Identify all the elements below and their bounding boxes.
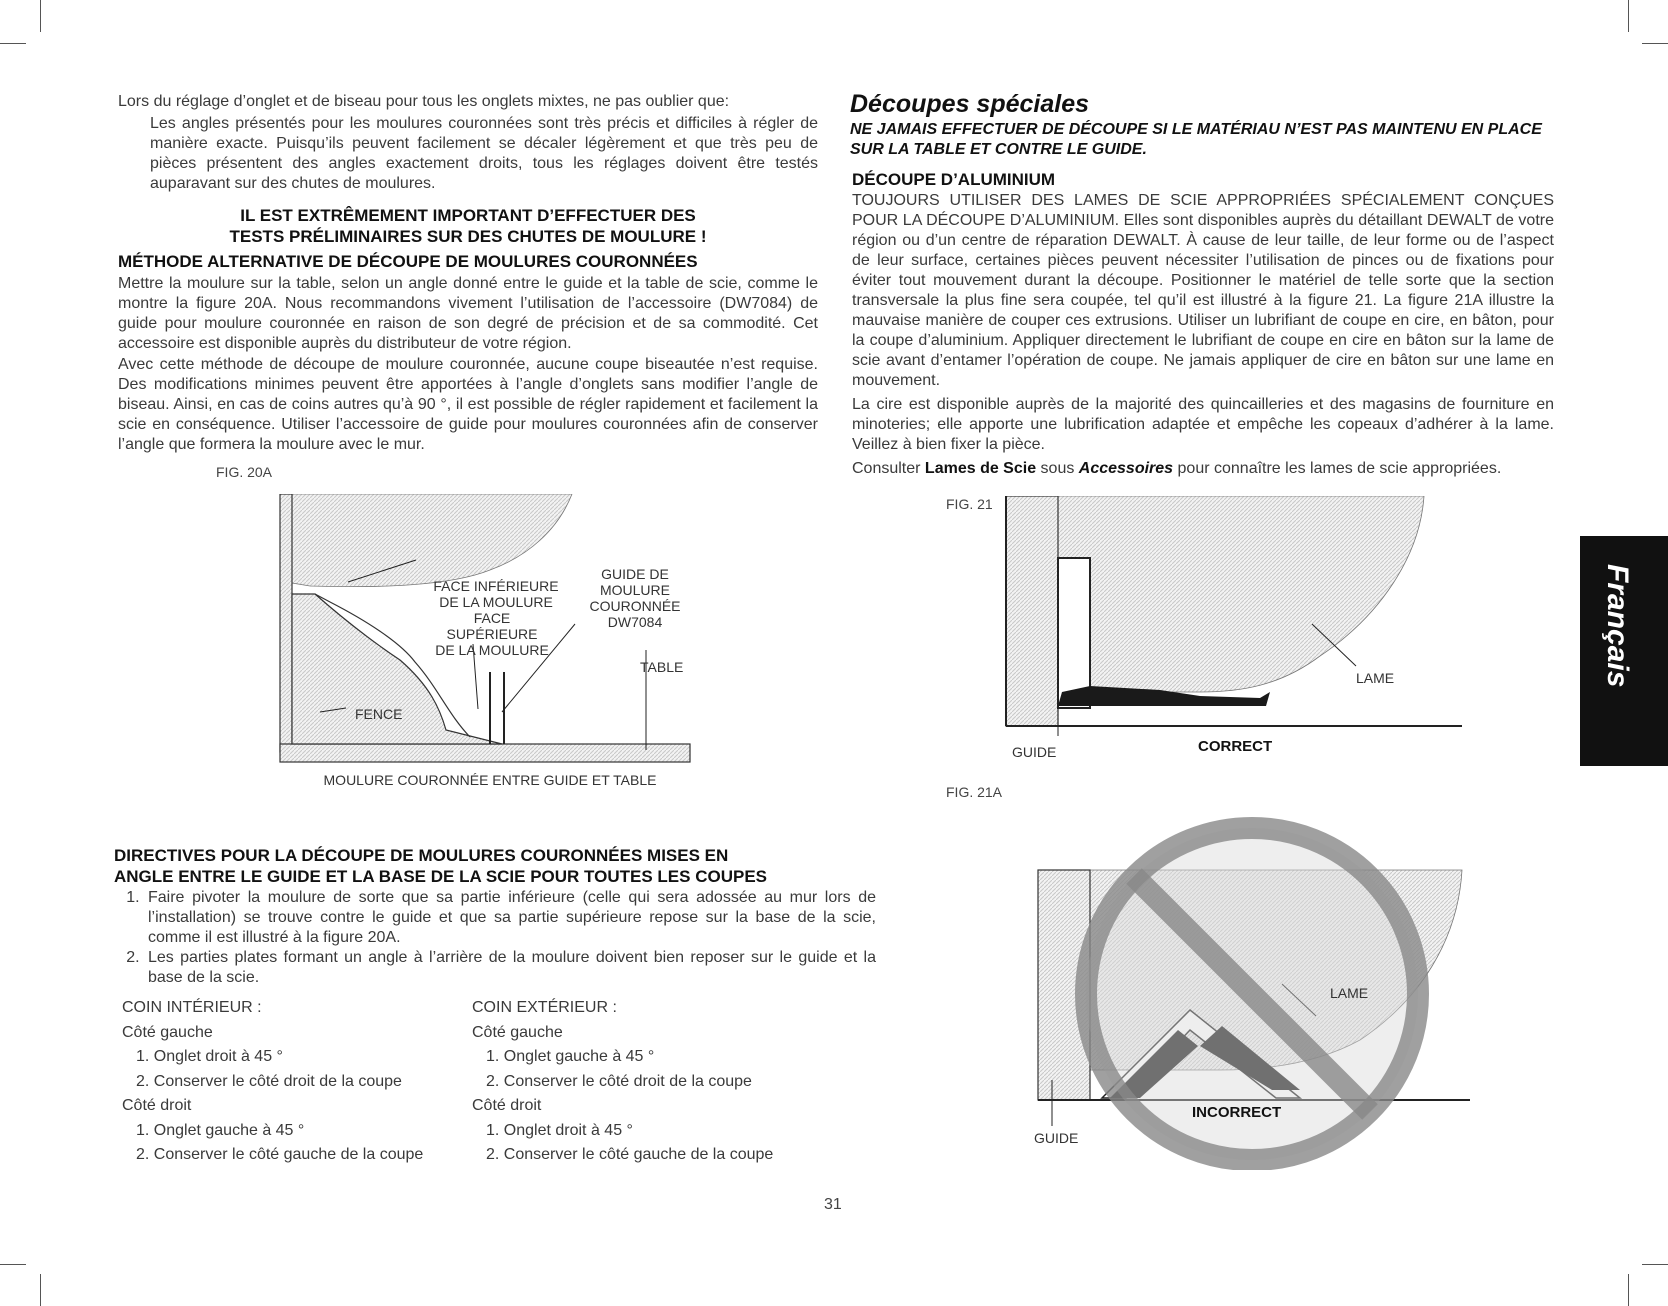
fig21a-blade-label: LAME [1330, 985, 1369, 1001]
list-item: 2. Les parties plates formant un angle à l’arrière de la moulure doivent bien reposer sur le guide et la base de la scie. [144, 948, 876, 988]
crop-mark [40, 1274, 41, 1306]
crop-mark [1642, 43, 1668, 44]
outer-corner-block: COIN EXTÉRIEUR : Côté gauche 1. Onglet gauche à 45 ° 2. Conserver le côté droit de la coupe Côté droit 1. Onglet droit à 45 ° 2. Conserver le côté gauche de la coupe [472, 999, 774, 1163]
fig20a-caption: MOULURE COURONNÉE ENTRE GUIDE ET TABLE [323, 772, 657, 788]
consult-line: Consulter Lames de Scie sous Accessoires pour connaître les lames de scie appropriées. [852, 460, 1502, 477]
page-number: 31 [824, 1196, 842, 1213]
fig21-label: FIG. 21 [946, 496, 993, 512]
crop-mark [1628, 0, 1629, 32]
crop-mark [1642, 1264, 1668, 1265]
fig20a-lower-face-label: FACE INFÉRIEURE DE LA MOULURE [433, 578, 559, 610]
fig21-status: CORRECT [1198, 738, 1273, 755]
intro-indented-text: Les angles présentés pour les moulures couronnées sont très précis et difficiles à régler de manière exacte. Puisqu’ils peuvent facilement se décaler légèrement et que très peu de pièces présentent des angles exactement droits, tous les réglages doivent être testés auparavant sur des chutes de moulures. [150, 115, 818, 192]
important-notice: IL EST EXTRÊMEMENT IMPORTANT D’EFFECTUER DES TESTS PRÉLIMINAIRES SUR DES CHUTES DE MOULURE ! [229, 206, 707, 246]
section-title: Découpes spéciales [850, 90, 1090, 118]
method-paragraph-2: Avec cette méthode de découpe de moulure couronnée, aucune coupe biseautée n’est requise. Des modifications minimes peuvent être apportées à l’angle d’onglets sans modifier l’angle de biseau. Ainsi, en cas de coins autres qu’à 90 °, il est possible de régler rapidement et facilement la scie en conséquence. Utiliser l’accessoire de guide pour moulures couronnées afin de conserver l’angle que formera la moulure avec le mur. [118, 356, 818, 453]
fig20a-guide-label: GUIDE DE MOULURE COURONNÉE DW7084 [589, 566, 681, 630]
fig20a-upper-face-label: FACE SUPÉRIEURE DE LA MOULURE [435, 610, 549, 658]
fig21-guide-label: GUIDE [1012, 744, 1057, 760]
crop-mark [0, 1264, 26, 1265]
fig21a-label: FIG. 21A [946, 784, 1003, 800]
fig20a-fence-label: FENCE [355, 706, 403, 722]
fig20a-table-label: TABLE [640, 659, 684, 675]
fig21-drawing [1000, 496, 1470, 736]
fig21a-guide-label: GUIDE [1034, 1130, 1079, 1146]
fig20a-label: FIG. 20A [216, 464, 273, 480]
language-tab: Français [1580, 536, 1668, 766]
warning-text: NE JAMAIS EFFECTUER DE DÉCOUPE SI LE MATÉRIAU N’EST PAS MAINTENU EN PLACE SUR LA TABLE ET CONTRE LE GUIDE. [850, 121, 1542, 158]
fig21-blade-label: LAME [1356, 670, 1395, 686]
crop-mark [0, 43, 26, 44]
inner-corner-block: COIN INTÉRIEUR : Côté gauche 1. Onglet droit à 45 ° 2. Conserver le côté droit de la coupe Côté droit 1. Onglet gauche à 45 ° 2. Conserver le côté gauche de la coupe [122, 999, 424, 1163]
list-item: 1. Faire pivoter la moulure de sorte que sa partie inférieure (celle qui sera adossée au mur lors de l’installation) se trouve contre le guide et que sa partie supérieure repose sur la base de la scie, comme il est illustré à la figure 20A. [144, 888, 876, 948]
aluminium-paragraph-1: TOUJOURS UTILISER DES LAMES DE SCIE APPROPRIÉES SPÉCIALEMENT CONÇUES POUR LA DÉCOUPE D’ALUMINIUM. Elles sont disponibles auprès du détaillant DEWALT de votre région ou d’un centre de réparation DEWALT. À cause de leur taille, de leur forme ou de l’aspect de leur surface, certaines pièces peuvent nécessiter l’utilisation de pinces ou de fixations pour éviter tout mouvement durant la découpe. Positionner le matériel de telle sorte que la section transversale la plus fine sera coupée, tel qu’il est illustré à la figure 21. La figure 21A illustre la mauvaise manière de couper ces extrusions. Utiliser un lubrifiant de coupe en cire, en bâton, pour la coupe d’aluminium. Appliquer directement le lubrifiant de coupe en cire en bâton sur la lame de scie avant d’entamer l’opération de coupe. Ne jamais appliquer de cire en bâton sur une lame en mouvement. [852, 192, 1554, 389]
directives-heading: DIRECTIVES POUR LA DÉCOUPE DE MOULURES COURONNÉES MISES EN ANGLE ENTRE LE GUIDE ET LA BASE DE LA SCIE POUR TOUTES LES COUPES [114, 846, 767, 886]
intro-text: Lors du réglage d’onglet et de biseau pour tous les onglets mixtes, ne pas oublier que: [118, 93, 730, 110]
crop-mark [40, 0, 41, 32]
method-heading: MÉTHODE ALTERNATIVE DE DÉCOUPE DE MOULURES COURONNÉES [118, 252, 698, 271]
aluminium-heading: DÉCOUPE D’ALUMINIUM [852, 170, 1056, 189]
fig21a-status: INCORRECT [1192, 1104, 1282, 1121]
aluminium-paragraph-2: La cire est disponible auprès de la majorité des quincailleries et des magasins de fourniture en minoteries; elle apporte une lubrification adaptée et empêche les copeaux d’adhérer à la lame. Veillez à bien fixer la pièce. [852, 396, 1554, 453]
crop-mark [1628, 1274, 1629, 1306]
method-paragraph-1: Mettre la moulure sur la table, selon un angle donné entre le guide et la table de scie, comme le montre la figure 20A. Nous recommandons vivement l’utilisation de l’accessoire (DW7084) de guide pour moulure couronnée en raison de son degré de précision et de sa commodité. Cet accessoire est disponible auprès du distributeur de votre région. [118, 275, 818, 352]
directives-list [88, 888, 876, 988]
